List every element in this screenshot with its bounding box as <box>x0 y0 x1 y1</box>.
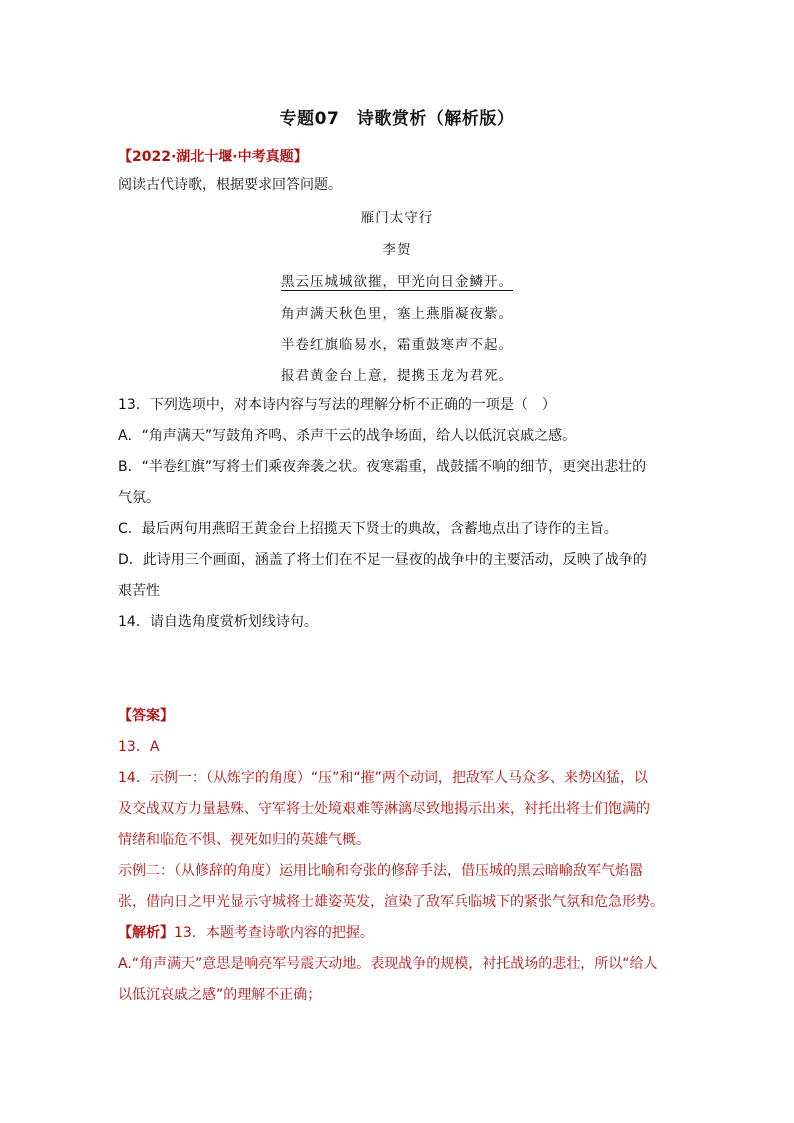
poem-line: 报君黄金台上意，提携玉龙为君死。 <box>281 368 513 384</box>
poem-line-underlined: 黑云压城城欲摧，甲光向日金鳞开。 <box>281 274 513 290</box>
source-tag: 【2022·湖北十堰·中考真题】 <box>118 149 308 165</box>
question-13-option-d-cont: 艰苦性 <box>118 583 160 599</box>
example-2-line-1: 示例二：（从修辞的角度）运用比喻和夸张的修辞手法，借压城的黑云暗喻敌军气焰嚣 <box>118 863 643 879</box>
page-title: 专题07 诗歌赏析（解析版） <box>279 109 515 129</box>
answer-14-line-1: 14．示例一：（从炼字的角度）“压”和“摧”两个动词，把敌军人马众多、来势凶猛，以 <box>118 770 648 786</box>
analysis-a-line-1: A.“角声满天”意思是响亮军号震天动地。表现战争的规模，衬托战场的悲壮，所以“给人 <box>118 956 658 972</box>
poem-title: 雁门太守行 <box>360 210 434 226</box>
poem-author: 李贺 <box>382 242 412 258</box>
poem-line: 半卷红旗临易水，霜重鼓寒声不起。 <box>281 337 513 353</box>
intro-text: 阅读古代诗歌，根据要求回答问题。 <box>118 177 342 193</box>
example-2-line-2: 张，借向日之甲光显示守城将士雄姿英发，渲染了敌军兵临城下的紧张气氛和危急形势。 <box>118 894 664 910</box>
question-14: 14．请自选角度赏析划线诗句。 <box>118 614 318 630</box>
analysis-a-line-2: 以低沉哀戚之感”的理解不正确； <box>118 987 322 1003</box>
question-13-option-d: D．此诗用三个画面，涵盖了将士们在不足一昼夜的战争中的主要活动，反映了战争的 <box>118 552 647 568</box>
question-13-stem: 13．下列选项中，对本诗内容与写法的理解分析不正确的一项是（ ） <box>118 397 556 413</box>
question-13-option-b-cont: 气氛。 <box>118 490 160 506</box>
analysis-text: 13．本题考查诗歌内容的把握。 <box>174 925 374 941</box>
question-13-option-b: B．“半卷红旗”写将士们乘夜奔袭之状。夜寒霜重，战鼓擂不响的细节，更突出悲壮的 <box>118 459 647 475</box>
answer-13: 13．A <box>118 739 160 755</box>
answer-14-line-3: 情绪和临危不惧、视死如归的英雄气概。 <box>118 832 370 848</box>
answer-14-line-2: 及交战双方力量悬殊、守军将士处境艰难等淋漓尽致地揭示出来，衬托出将士们饱满的 <box>118 801 650 817</box>
question-13-option-a: A．“角声满天”写鼓角齐鸣、杀声干云的战争场面，给人以低沉哀戚之感。 <box>118 428 577 444</box>
question-13-option-c: C．最后两句用燕昭王黄金台上招揽天下贤士的典故，含蓄地点出了诗作的主旨。 <box>118 521 618 537</box>
answer-label: 【答案】 <box>118 708 174 724</box>
analysis-label: 【解析】 <box>118 925 174 941</box>
poem-line: 角声满天秋色里，塞上燕脂凝夜紫。 <box>281 306 513 322</box>
